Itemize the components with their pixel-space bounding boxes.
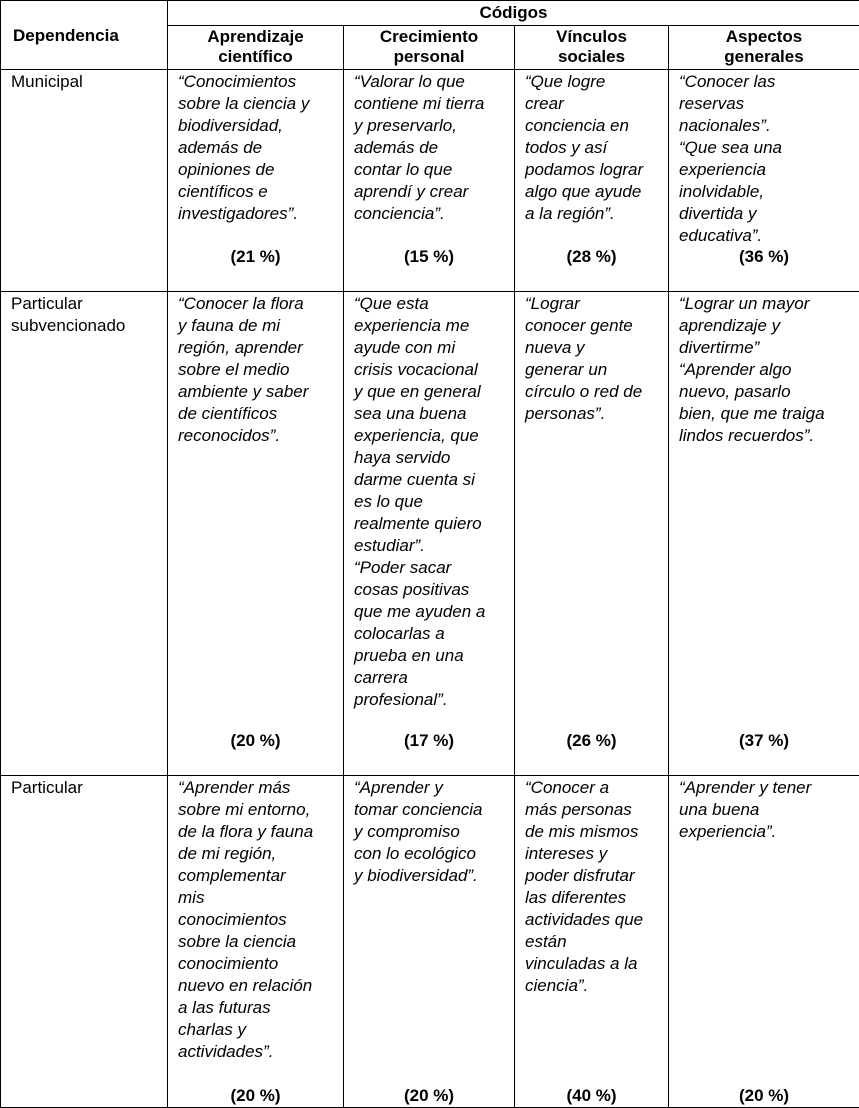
quote-text: “Valorar lo que contiene mi tierra y preservarlo, además de contar lo que aprendí y crear conciencia”. <box>344 70 514 225</box>
percentage-value: (15 %) <box>344 246 514 268</box>
row-label: Particular subvencionado <box>1 292 168 776</box>
table-cell <box>669 292 859 776</box>
quote-text: “Aprender más sobre mi entorno, de la flora y fauna de mi región, complementar mis conocimientos sobre la ciencia conocimiento nuevo en relación a las futuras charlas y actividades”. <box>168 776 343 1063</box>
table-row-particular <box>1 776 859 1108</box>
column-header-aspectos: Aspectos generales <box>669 26 859 70</box>
table-cell <box>669 70 859 292</box>
codigos-header: Códigos <box>168 1 859 26</box>
percentage-value: (17 %) <box>344 730 514 752</box>
row-label: Particular <box>1 776 168 1108</box>
table-cell <box>168 776 344 1108</box>
quote-text: “Que logre crear conciencia en todos y así podamos lograr algo que ayude a la región”. <box>515 70 668 225</box>
table-cell <box>344 776 515 1108</box>
table-cell <box>515 70 669 292</box>
dependencia-header: Dependencia <box>1 1 168 70</box>
quote-text: “Aprender y tener una buena experiencia”. <box>669 776 859 843</box>
table-cell <box>669 776 859 1108</box>
row-label: Municipal <box>1 70 168 292</box>
percentage-value: (26 %) <box>515 730 668 752</box>
table-cell <box>344 70 515 292</box>
percentage-value: (20 %) <box>168 1085 343 1107</box>
percentage-value: (28 %) <box>515 246 668 268</box>
quote-text: “Conocer las reservas nacionales”. “Que sea una experiencia inolvidable, divertida y educativa”. <box>669 70 859 247</box>
column-header-aprendizaje: Aprendizaje científico <box>168 26 344 70</box>
quote-text: “Conocer a más personas de mis mismos intereses y poder disfrutar las diferentes actividades que están vinculadas a la ciencia”. <box>515 776 668 997</box>
quote-text: “Aprender y tomar conciencia y compromiso con lo ecológico y biodiversidad”. <box>344 776 514 887</box>
quote-text: “Lograr un mayor aprendizaje y divertirme” “Aprender algo nuevo, pasarlo bien, que me traiga lindos recuerdos”. <box>669 292 859 447</box>
quote-text: “Conocer la flora y fauna de mi región, aprender sobre el medio ambiente y saber de científicos reconocidos”. <box>168 292 343 447</box>
table-row-particular-subvencionado <box>1 292 859 776</box>
quote-text: “Lograr conocer gente nueva y generar un círculo o red de personas”. <box>515 292 668 425</box>
table-cell <box>168 70 344 292</box>
percentage-value: (37 %) <box>669 730 859 752</box>
table-cell <box>515 292 669 776</box>
quote-text: “Conocimientos sobre la ciencia y biodiversidad, además de opiniones de científicos e investigadores”. <box>168 70 343 225</box>
percentage-value: (40 %) <box>515 1085 668 1107</box>
column-header-crecimiento: Crecimiento personal <box>344 26 515 70</box>
percentage-value: (20 %) <box>669 1085 859 1107</box>
percentage-value: (20 %) <box>344 1085 514 1107</box>
percentage-value: (20 %) <box>168 730 343 752</box>
percentage-value: (21 %) <box>168 246 343 268</box>
table-cell <box>168 292 344 776</box>
table-row-municipal <box>1 70 859 292</box>
percentage-value: (36 %) <box>669 246 859 268</box>
table-cell <box>344 292 515 776</box>
quote-text: “Que esta experiencia me ayude con mi crisis vocacional y que en general sea una buena experiencia, que haya servido darme cuenta si es lo que realmente quiero estudiar”. “Poder sacar cosas positivas que me ayuden a colocarlas a prueba en una carrera profesional”. <box>344 292 514 711</box>
table-cell <box>515 776 669 1108</box>
column-header-vinculos: Vínculos sociales <box>515 26 669 70</box>
